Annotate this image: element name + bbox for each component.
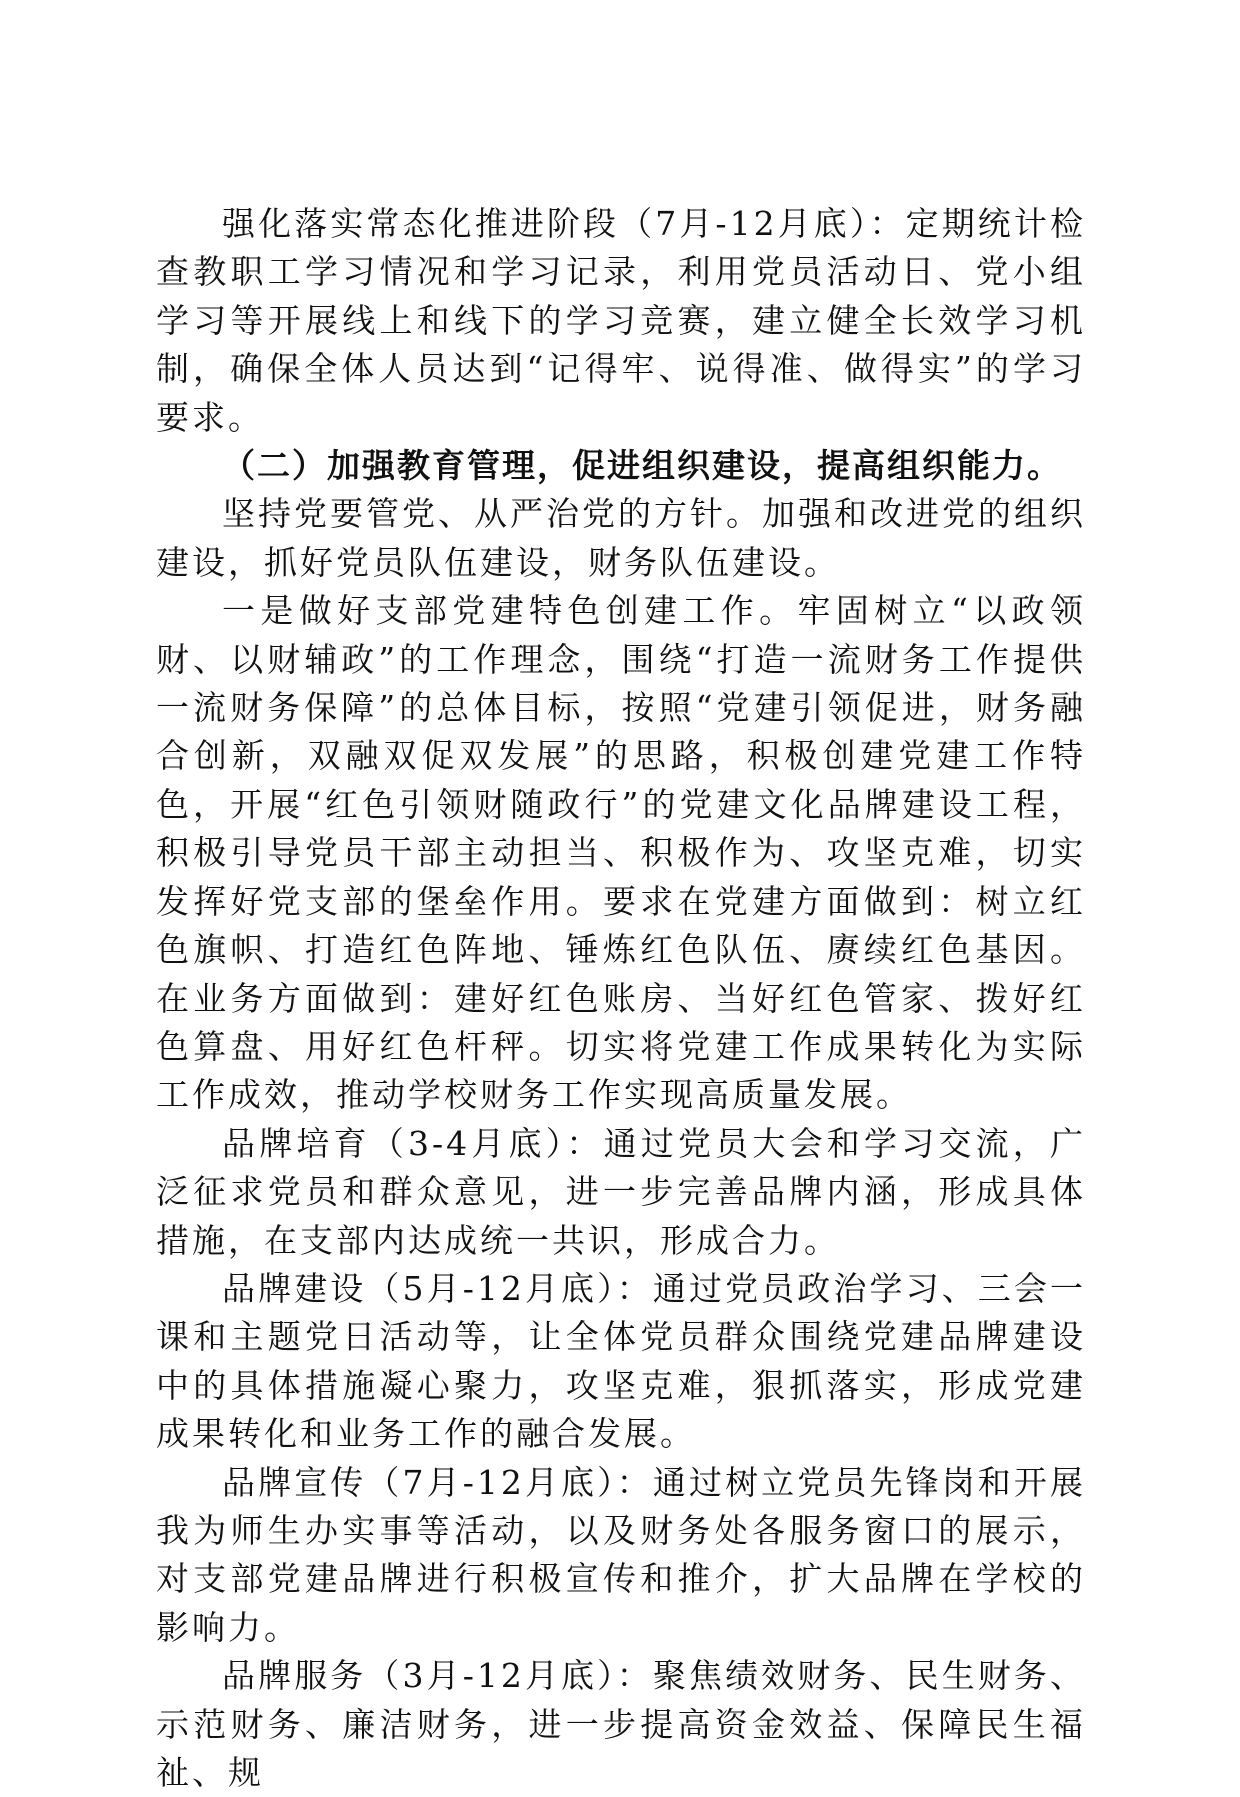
- paragraph-party-policy: 坚持党要管党、从严治党的方针。加强和改进党的组织建设，抓好党员队伍建设，财务队伍建设。: [156, 494, 1086, 582]
- section-heading-2: （二）加强教育管理，促进组织建设，提高组织能力。: [222, 446, 1062, 486]
- paragraph-brand-cultivation: 品牌培育（3-4月底）：通过党员大会和学习交流，广泛征求党员和群众意见，进一步完善品牌内涵，形成具体措施，在支部内达成统一共识，形成合力。: [156, 1123, 1086, 1260]
- paragraph-branch-brand: 一是做好支部党建特色创建工作。牢固树立“以政领财、以财辅政”的工作理念，围绕“打造一流财务工作提供一流财务保障”的总体目标，按照“党建引领促进，财务融合创新，双融双促双发展”的思路，积极创建党建工作特色，开展“红色引领财随政行”的党建文化品牌建设工程，积极引导党员干部主动担当、积极作为、攻坚克难，切实发挥好党支部的堡垒作用。要求在党建方面做到：树立红色旗帜、打造红色阵地、锤炼红色队伍、赓续红色基因。在业务方面做到：建好红色账房、当好红色管家、拨好红色算盘、用好红色杆秤。切实将党建工作成果转化为实际工作成效，推动学校财务工作实现高质量发展。: [156, 591, 1086, 1115]
- paragraph-brand-service: 品牌服务（3月-12月底）：聚焦绩效财务、民生财务、示范财务、廉洁财务，进一步提高资金效益、保障民生福祉、规: [156, 1656, 1086, 1792]
- paragraph-brand-construction: 品牌建设（5月-12月底）：通过党员政治学习、三会一课和主题党日活动等，让全体党员群众围绕党建品牌建设中的具体措施凝心聚力，攻坚克难，狠抓落实，形成党建成果转化和业务工作的融合发展。: [156, 1268, 1086, 1454]
- paragraph-learning-phase: 强化落实常态化推进阶段（7月-12月底）：定期统计检查教职工学习情况和学习记录，利用党员活动日、党小组学习等开展线上和线下的学习竞赛，建立健全长效学习机制，确保全体人员达到“记得牢、说得准、做得实”的学习要求。: [156, 204, 1086, 437]
- paragraph-brand-promotion: 品牌宣传（7月-12月底）：通过树立党员先锋岗和开展我为师生办实事等活动，以及财务处各服务窗口的展示，对支部党建品牌进行积极宣传和推介，扩大品牌在学校的影响力。: [156, 1462, 1086, 1647]
